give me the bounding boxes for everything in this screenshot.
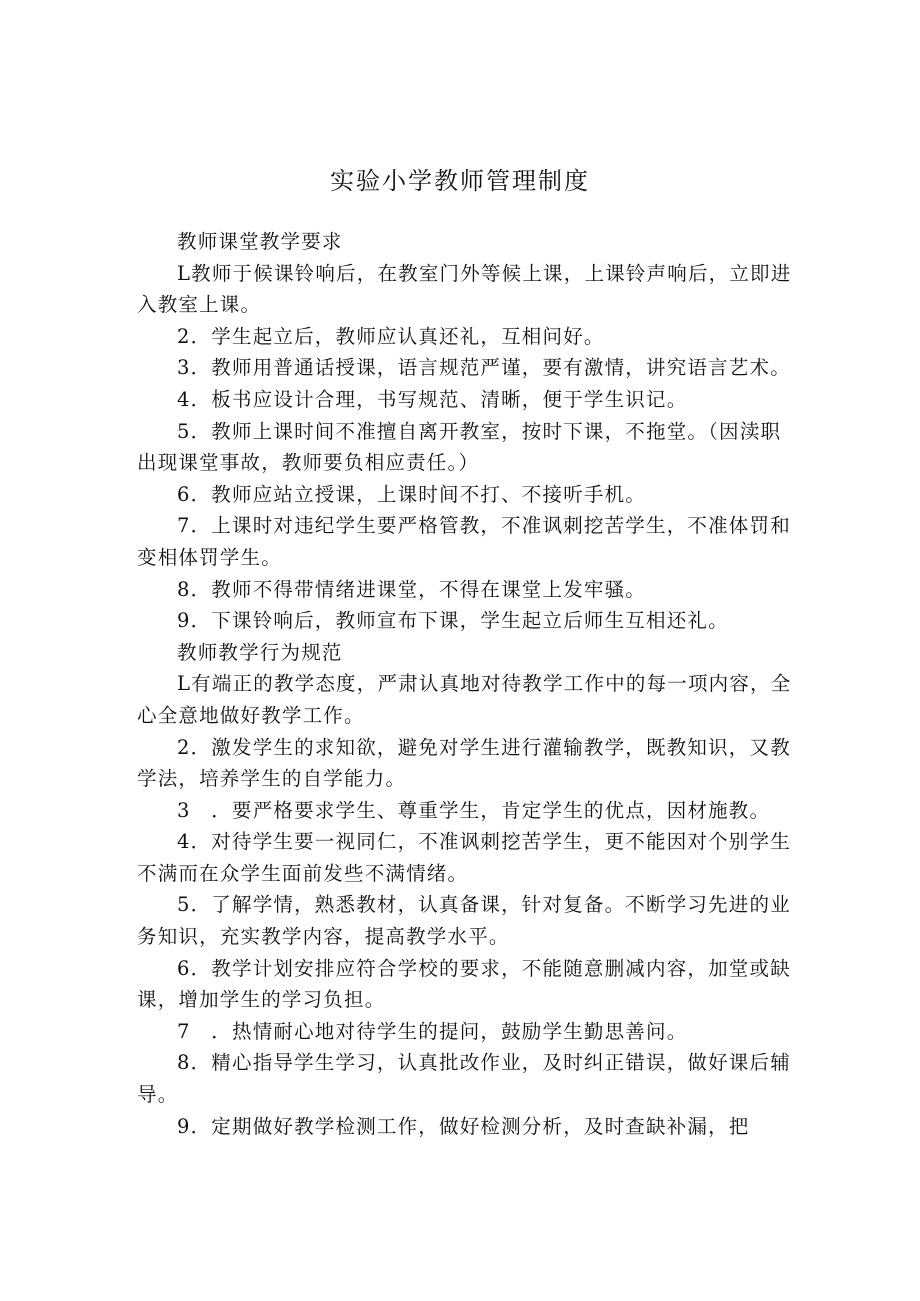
section-heading-conduct: 教师教学行为规范: [177, 640, 343, 664]
rule-item: 2．学生起立后，教师应认真还礼，互相问好。: [177, 324, 605, 348]
rule-item: 7 ．热情耐心地对待学生的提问，鼓励学生勤思善问。: [177, 1019, 688, 1043]
rule-item: L有端正的教学态度，严肃认真地对待教学工作中的每一项内容，全心全意地做好教学工作。: [137, 672, 792, 727]
rule-item: 9．定期做好教学检测工作，做好检测分析，及时查缺补漏，把: [177, 1114, 750, 1138]
rule-item: 6．教师应站立授课，上课时间不打、不接听手机。: [177, 482, 647, 506]
rule-item: 3．教师用普通话授课，语言规范严谨，要有激情，讲究语言艺术。: [177, 356, 791, 380]
rule-item: 7．上课时对违纪学生要严格管教，不准讽刺挖苦学生，不准体罚和变相体罚学生。: [137, 514, 791, 569]
rule-item: 9．下课铃响后，教师宣布下课，学生起立后师生互相还礼。: [177, 609, 729, 633]
rule-item: 4．板书应设计合理，书写规范、清晰，便于学生识记。: [177, 387, 688, 411]
rule-item: 8．精心指导学生学习，认真批改作业，及时纠正错误，做好课后辅导。: [137, 1051, 791, 1107]
rule-item: 8．教师不得带情绪进课堂，不得在课堂上发牢骚。: [177, 577, 647, 601]
rule-item: 3 ．要严格要求学生、尊重学生，肯定学生的优点，因材施教。: [177, 798, 771, 822]
rule-item: 6．教学计划安排应符合学校的要求，不能随意删减内容，加堂或缺课，增加学生的学习负担。: [137, 956, 791, 1012]
rule-item: L教师于候课铃响后，在教室门外等候上课，上课铃声响后，立即进入教室上课。: [137, 261, 792, 317]
rule-item: 5．教师上课时间不准擅自离开教室，按时下课，不拖堂。（因渎职出现课堂事故，教师要负相应责任。）: [137, 419, 782, 475]
rule-item: 5．了解学情，熟悉教材，认真备课，针对复备。不断学习先进的业务知识，充实教学内容，提高教学水平。: [137, 893, 791, 949]
rule-item: 2．激发学生的求知欲，避免对学生进行灌输教学，既教知识，又教学法，培养学生的自学能力。: [137, 735, 791, 791]
rule-item: 4．对待学生要一视同仁，不准讽刺挖苦学生，更不能因对个别学生不满而在众学生面前发些不满情绪。: [137, 830, 791, 885]
document-title: 实验小学教师管理制度: [330, 167, 590, 195]
section-heading-classroom: 教师课堂教学要求: [177, 230, 343, 253]
document-body: [137, 226, 797, 1142]
